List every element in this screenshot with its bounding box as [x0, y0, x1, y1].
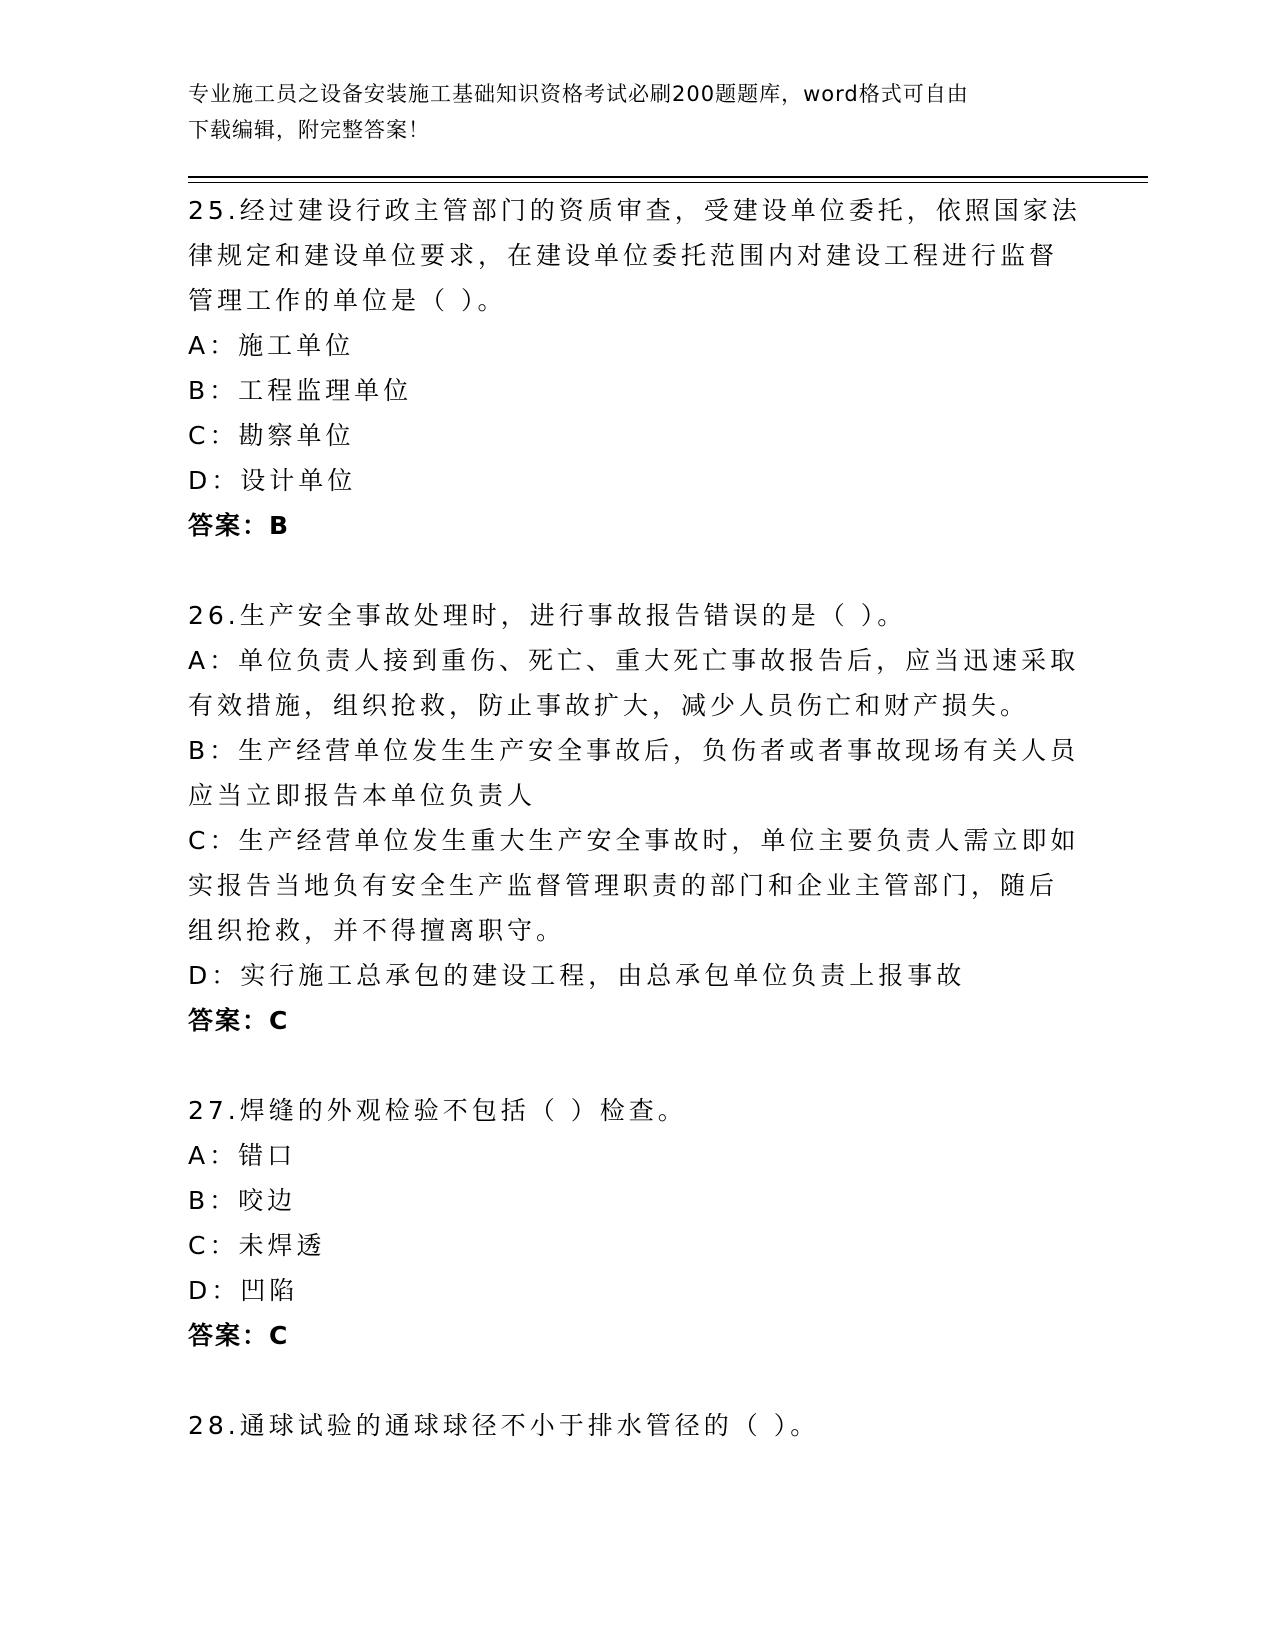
- option-line: C：生产经营单位发生重大生产安全事故时，单位主要负责人需立即如: [188, 826, 1080, 855]
- option-line: C：未焊透: [188, 1231, 326, 1260]
- option-line: 应当立即报告本单位负责人: [188, 781, 537, 810]
- question-stem-line: 25.经过建设行政主管部门的资质审查，受建设单位委托，依照国家法: [188, 196, 1081, 225]
- option-line: A：施工单位: [188, 331, 355, 360]
- answer-label: 答案：C: [188, 1006, 290, 1035]
- option-line: 有效措施，组织抢救，防止事故扩大，减少人员伤亡和财产损失。: [188, 691, 1030, 720]
- answer-label: 答案：C: [188, 1321, 290, 1350]
- option-line: B：生产经营单位发生生产安全事故后，负伤者或者事故现场有关人员: [188, 736, 1080, 765]
- option-line: A：错口: [188, 1141, 297, 1170]
- question-stem-line: 律规定和建设单位要求，在建设单位委托范围内对建设工程进行监督: [188, 241, 1059, 270]
- option-line: B：工程监理单位: [188, 376, 413, 405]
- header-line-2: 下载编辑，附完整答案！: [188, 118, 430, 142]
- question-stem-line: 26.生产安全事故处理时，进行事故报告错误的是（ ）。: [188, 601, 907, 630]
- header-line-1: 专业施工员之设备安装施工基础知识资格考试必刷200题题库，word格式可自由: [188, 82, 969, 106]
- question-block: [188, 1403, 1088, 1448]
- question-block: [188, 188, 1088, 548]
- question-stem-line: 27.焊缝的外观检验不包括（ ）检查。: [188, 1096, 687, 1125]
- option-line: D：实行施工总承包的建设工程，由总承包单位负责上报事故: [188, 961, 966, 990]
- question-block: [188, 1088, 1088, 1358]
- question-list: [188, 188, 1088, 1493]
- option-line: D：凹陷: [188, 1276, 299, 1305]
- question-block: [188, 593, 1088, 1043]
- option-line: C：勘察单位: [188, 421, 355, 450]
- question-stem-line: 28.通球试验的通球球径不小于排水管径的（ ）。: [188, 1411, 820, 1440]
- header-rule-thick: [188, 176, 1148, 178]
- option-line: 组织抢救，并不得擅离职守。: [188, 916, 566, 945]
- option-line: 实报告当地负有安全生产监督管理职责的部门和企业主管部门，随后: [188, 871, 1059, 900]
- header-rule-thin: [188, 182, 1148, 183]
- option-line: B：咬边: [188, 1186, 297, 1215]
- question-stem-line: 管理工作的单位是（ ）。: [188, 286, 507, 315]
- answer-label: 答案：B: [188, 511, 291, 540]
- option-line: D：设计单位: [188, 466, 357, 495]
- option-line: A：单位负责人接到重伤、死亡、重大死亡事故报告后，应当迅速采取: [188, 646, 1080, 675]
- document-header: [188, 76, 1088, 148]
